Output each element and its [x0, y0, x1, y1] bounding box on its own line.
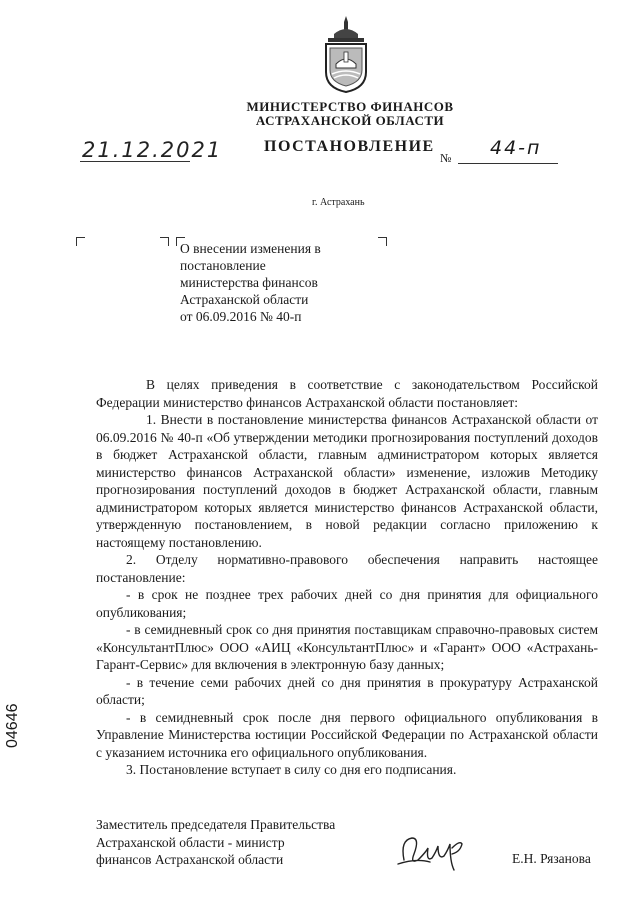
document-number: 44-п — [490, 137, 542, 159]
subject-line: от 06.09.2016 № 40-п — [180, 309, 302, 324]
subject-line: постановление — [180, 258, 266, 273]
document-type-title: ПОСТАНОВЛЕНИЕ — [264, 138, 435, 155]
subject-line: Астраханской области — [180, 292, 309, 307]
clause-2-paragraph: 2. Отделу нормативно-правового обеспечения направить настоящее постановление: — [96, 552, 598, 585]
document-date: 21.12.2021 — [82, 138, 223, 162]
side-registration-number: 04646 — [4, 703, 21, 748]
ministry-header — [0, 100, 640, 128]
signer-title-line: финансов Астраханской области — [96, 852, 284, 867]
document-body — [96, 376, 598, 779]
clause-2-item: - в семидневный срок со дня принятия поставщикам справочно-правовых систем «КонсультантПлюс» ООО «АИЦ «КонсультантПлюс» и «Гарант» ООО «Астрахань-Гарант-Сервис» для включения в электронную базу данных; — [96, 622, 598, 672]
city-label: г. Астрахань — [312, 197, 365, 208]
coat-of-arms-icon — [320, 14, 372, 94]
bracket-corner-icon — [160, 237, 169, 246]
subject-line: министерства финансов — [180, 275, 318, 290]
clause-1-paragraph: 1. Внести в постановление министерства финансов Астраханской области от 06.09.2016 № 40-п «Об утверждении методики прогнозирования поступлений доходов в бюджет Астраханской области, главным администратором которых является министерство финансов Астраханской области» изменение, изложив Методику прогнозирования поступлений доходов в бюджет Астраханской области, главным администратором которых является министерство финансов Астраханской области, утвержденную постановлением, в новой редакции согласно приложению к настоящему постановлению. — [96, 412, 598, 550]
subject-line: О внесении изменения в — [180, 241, 321, 256]
preamble-paragraph: В целях приведения в соответствие с законодательством Российской Федерации министерство финансов Астраханской области постановляет: — [96, 377, 598, 410]
signer-title-line: Заместитель председателя Правительства — [96, 817, 336, 832]
clause-2-item: - в семидневный срок после дня первого официального опубликования в Управление Министерства юстиции Российской Федерации по Астраханской области с указанием источника его официального опубликования. — [96, 709, 598, 760]
clause-2-item: - в течение семи рабочих дней со дня принятия в прокуратуру Астраханской области; — [96, 674, 598, 707]
clause-2-item: - в срок не позднее трех рабочих дней со дня принятия для официального опубликования; — [96, 587, 598, 620]
number-sign: № — [440, 151, 452, 165]
ministry-name-line2: АСТРАХАНСКОЙ ОБЛАСТИ — [255, 113, 445, 128]
signature-icon — [396, 830, 468, 874]
clause-3-paragraph: 3. Постановление вступает в силу со дня его подписания. — [126, 762, 457, 777]
signer-name: Е.Н. Рязанова — [512, 851, 591, 866]
signer-title — [96, 816, 386, 869]
signer-title-line: Астраханской области - министр — [96, 834, 285, 850]
date-underline — [80, 161, 190, 162]
bracket-corner-icon — [76, 237, 85, 246]
document-subject — [180, 240, 380, 325]
ministry-name-line1: МИНИСТЕРСТВО ФИНАНСОВ — [246, 99, 454, 114]
number-underline — [458, 163, 558, 164]
